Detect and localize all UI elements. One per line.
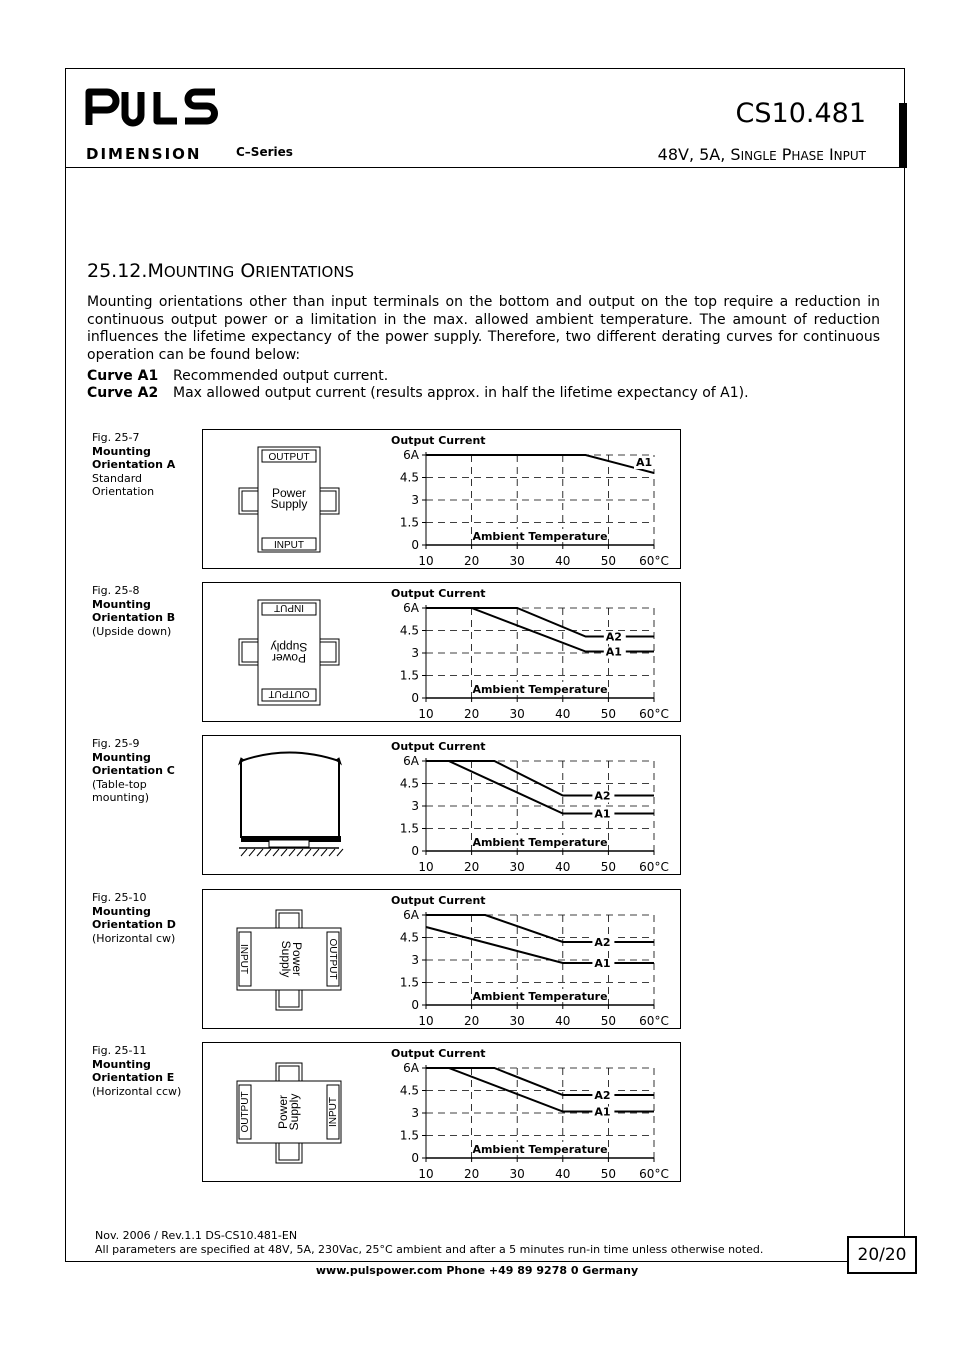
x-tick-label: 20 bbox=[463, 1014, 480, 1028]
figure-svg bbox=[203, 430, 682, 570]
y-tick-label: 0 bbox=[411, 844, 419, 858]
derating-chart bbox=[391, 434, 669, 568]
y-axis-title: Output Current bbox=[391, 894, 486, 907]
puls-logo bbox=[85, 88, 220, 128]
figure-label: Fig. 25-7 Mounting Orientation A Standard Orientation bbox=[92, 431, 176, 498]
figure-label: Fig. 25-8 Mounting Orientation B (Upside down) bbox=[92, 584, 176, 638]
x-tick-label: 30 bbox=[509, 1014, 525, 1028]
y-tick-label: 1.5 bbox=[399, 515, 419, 530]
x-axis-title: Ambient Temperature bbox=[472, 683, 608, 696]
model-number: CS10.481 bbox=[735, 98, 866, 129]
footer-contact: www.pulspower.com Phone +49 89 9278 0 Germany bbox=[315, 1264, 639, 1277]
figure-box bbox=[202, 735, 681, 875]
series-label-a2: A2 bbox=[594, 1089, 611, 1102]
series-label-a1: A1 bbox=[594, 807, 611, 821]
figure-label: Fig. 25-9 Mounting Orientation C (Table-top mounting) bbox=[92, 737, 175, 804]
derating-chart bbox=[391, 1047, 669, 1181]
side-marker bbox=[899, 103, 907, 168]
y-tick-label: 3 bbox=[411, 646, 419, 660]
derating-chart bbox=[391, 740, 669, 874]
supply-label: Supply bbox=[270, 497, 308, 511]
derating-chart bbox=[391, 894, 669, 1028]
y-tick-label: 0 bbox=[411, 998, 419, 1012]
device-drawing bbox=[237, 1063, 341, 1163]
x-tick-label: 20 bbox=[463, 707, 480, 721]
y-tick-label: 4.5 bbox=[399, 623, 419, 638]
y-tick-label: 6A bbox=[403, 1061, 419, 1075]
power-label: Power bbox=[276, 1094, 290, 1130]
y-tick-label: 4.5 bbox=[399, 930, 419, 945]
y-tick-label: 1.5 bbox=[399, 1128, 419, 1143]
supply-label: Supply bbox=[279, 940, 293, 978]
x-tick-label: 60°C bbox=[639, 860, 669, 874]
header-divider bbox=[65, 167, 905, 168]
x-tick-label: 40 bbox=[555, 554, 571, 568]
y-tick-label: 1.5 bbox=[399, 668, 419, 683]
y-axis-title: Output Current bbox=[391, 587, 486, 600]
x-tick-label: 10 bbox=[418, 1014, 434, 1028]
y-tick-label: 3 bbox=[411, 953, 419, 967]
x-tick-label: 60°C bbox=[639, 1014, 669, 1028]
power-label: Power bbox=[290, 941, 304, 977]
device-drawing bbox=[239, 447, 339, 552]
x-tick-label: 20 bbox=[463, 554, 480, 568]
y-tick-label: 6A bbox=[403, 754, 419, 768]
product-subtitle: 48V, 5A, SINGLE PHASE INPUT bbox=[657, 145, 866, 164]
y-tick-label: 6A bbox=[403, 448, 419, 462]
y-tick-label: 6A bbox=[403, 601, 419, 615]
section-title: 25.12.MOUNTING ORIENTATIONS bbox=[87, 260, 355, 282]
series-label-a1: A1 bbox=[594, 957, 611, 970]
y-tick-label: 3 bbox=[411, 799, 419, 813]
series-label-a2: A2 bbox=[605, 630, 622, 644]
y-tick-label: 0 bbox=[411, 691, 419, 705]
page-number: 20/20 bbox=[847, 1236, 917, 1274]
y-tick-label: 1.5 bbox=[399, 821, 419, 836]
x-tick-label: 60°C bbox=[639, 1167, 669, 1181]
x-axis-title: Ambient Temperature bbox=[472, 836, 608, 849]
series-label-a2: A2 bbox=[594, 789, 611, 803]
x-tick-label: 30 bbox=[509, 707, 525, 721]
series-label-a1: A1 bbox=[594, 1105, 611, 1119]
y-tick-label: 3 bbox=[411, 493, 419, 507]
series-label-a1: A1 bbox=[636, 456, 653, 469]
device-drawing bbox=[239, 753, 343, 857]
figure-label: Fig. 25-11 Mounting Orientation E (Horizontal ccw) bbox=[92, 1044, 182, 1098]
series-label: C–Series bbox=[236, 145, 293, 159]
y-tick-label: 0 bbox=[411, 538, 419, 552]
product-line: DIMENSION bbox=[86, 145, 202, 163]
logo-text: PULS bbox=[85, 88, 88, 89]
series-line-a1 bbox=[426, 455, 654, 473]
x-tick-label: 50 bbox=[600, 707, 617, 721]
curve-a2-definition: Curve A2 Max allowed output current (results approx. in half the lifetime expectancy of A1). bbox=[87, 385, 749, 401]
x-tick-label: 30 bbox=[509, 554, 525, 568]
figure-box bbox=[202, 1042, 681, 1182]
x-tick-label: 50 bbox=[600, 1167, 617, 1181]
x-tick-label: 40 bbox=[555, 860, 571, 874]
x-tick-label: 20 bbox=[463, 1167, 480, 1181]
x-tick-label: 10 bbox=[418, 554, 434, 568]
x-axis-title: Ambient Temperature bbox=[472, 530, 608, 543]
x-tick-label: 60°C bbox=[639, 707, 669, 721]
x-tick-label: 10 bbox=[418, 1167, 434, 1181]
series-label-a1: A1 bbox=[605, 645, 622, 659]
figure-box bbox=[202, 889, 681, 1029]
x-tick-label: 20 bbox=[463, 860, 480, 874]
x-tick-label: 40 bbox=[555, 707, 571, 721]
y-tick-label: 3 bbox=[411, 1106, 419, 1120]
y-tick-label: 4.5 bbox=[399, 776, 419, 791]
figure-label: Fig. 25-10 Mounting Orientation D (Horizontal cw) bbox=[92, 891, 176, 945]
series-line-a2 bbox=[426, 915, 654, 942]
input-label: INPUT bbox=[274, 540, 304, 551]
y-axis-title: Output Current bbox=[391, 740, 486, 753]
y-tick-label: 0 bbox=[411, 1151, 419, 1165]
power-label: Power bbox=[271, 486, 307, 500]
footer-divider bbox=[65, 1261, 905, 1262]
y-axis-title: Output Current bbox=[391, 434, 486, 447]
power-label: Power bbox=[271, 651, 307, 665]
footer-note: Nov. 2006 / Rev.1.1 DS-CS10.481-EN All parameters are specified at 48V, 5A, 230Vac, 25°C ambient and after a 5 minutes run-in time unless otherwise noted. bbox=[95, 1229, 764, 1256]
figure-svg bbox=[203, 1043, 682, 1183]
y-tick-label: 4.5 bbox=[399, 1083, 419, 1098]
y-axis-title: Output Current bbox=[391, 1047, 486, 1060]
x-tick-label: 30 bbox=[509, 1167, 525, 1181]
figure-svg bbox=[203, 890, 682, 1030]
derating-chart bbox=[391, 587, 669, 721]
figure-box bbox=[202, 582, 681, 722]
x-tick-label: 30 bbox=[509, 860, 525, 874]
figure-box bbox=[202, 429, 681, 569]
input-label: INPUT bbox=[328, 1097, 339, 1127]
figure-svg bbox=[203, 583, 682, 723]
series-line-a1 bbox=[426, 1068, 654, 1112]
output-label: OUTPUT bbox=[268, 452, 310, 463]
figure-svg bbox=[203, 736, 682, 876]
x-tick-label: 10 bbox=[418, 860, 434, 874]
intro-paragraph: Mounting orientations other than input terminals on the bottom and output on the top require a reduction in continuous output power or a limitation in the max. allowed ambient temperature. The amount of reduction influences the lifetime expectancy of the power supply. Therefore, two different derating curves for continuous operation can be found below: bbox=[87, 294, 880, 363]
device-drawing bbox=[237, 910, 341, 1010]
x-tick-label: 50 bbox=[600, 1014, 617, 1028]
output-label: OUTPUT bbox=[240, 1091, 251, 1133]
x-tick-label: 50 bbox=[600, 554, 617, 568]
supply-label: Supply bbox=[287, 1093, 301, 1131]
x-tick-label: 10 bbox=[418, 707, 434, 721]
x-tick-label: 40 bbox=[555, 1014, 571, 1028]
series-line-a1 bbox=[426, 927, 654, 963]
supply-label: Supply bbox=[270, 640, 308, 654]
x-axis-title: Ambient Temperature bbox=[472, 1143, 608, 1156]
x-tick-label: 40 bbox=[555, 1167, 571, 1181]
input-label: INPUT bbox=[238, 944, 249, 974]
output-label: OUTPUT bbox=[327, 938, 338, 980]
y-tick-label: 1.5 bbox=[399, 975, 419, 990]
device-drawing bbox=[239, 600, 339, 705]
y-tick-label: 6A bbox=[403, 908, 419, 922]
input-label: INPUT bbox=[274, 602, 304, 613]
curve-a1-definition: Curve A1 Recommended output current. bbox=[87, 368, 389, 384]
x-tick-label: 60°C bbox=[639, 554, 669, 568]
series-label-a2: A2 bbox=[594, 936, 611, 949]
output-label: OUTPUT bbox=[268, 688, 310, 699]
x-tick-label: 50 bbox=[600, 860, 617, 874]
y-tick-label: 4.5 bbox=[399, 470, 419, 485]
x-axis-title: Ambient Temperature bbox=[472, 990, 608, 1003]
